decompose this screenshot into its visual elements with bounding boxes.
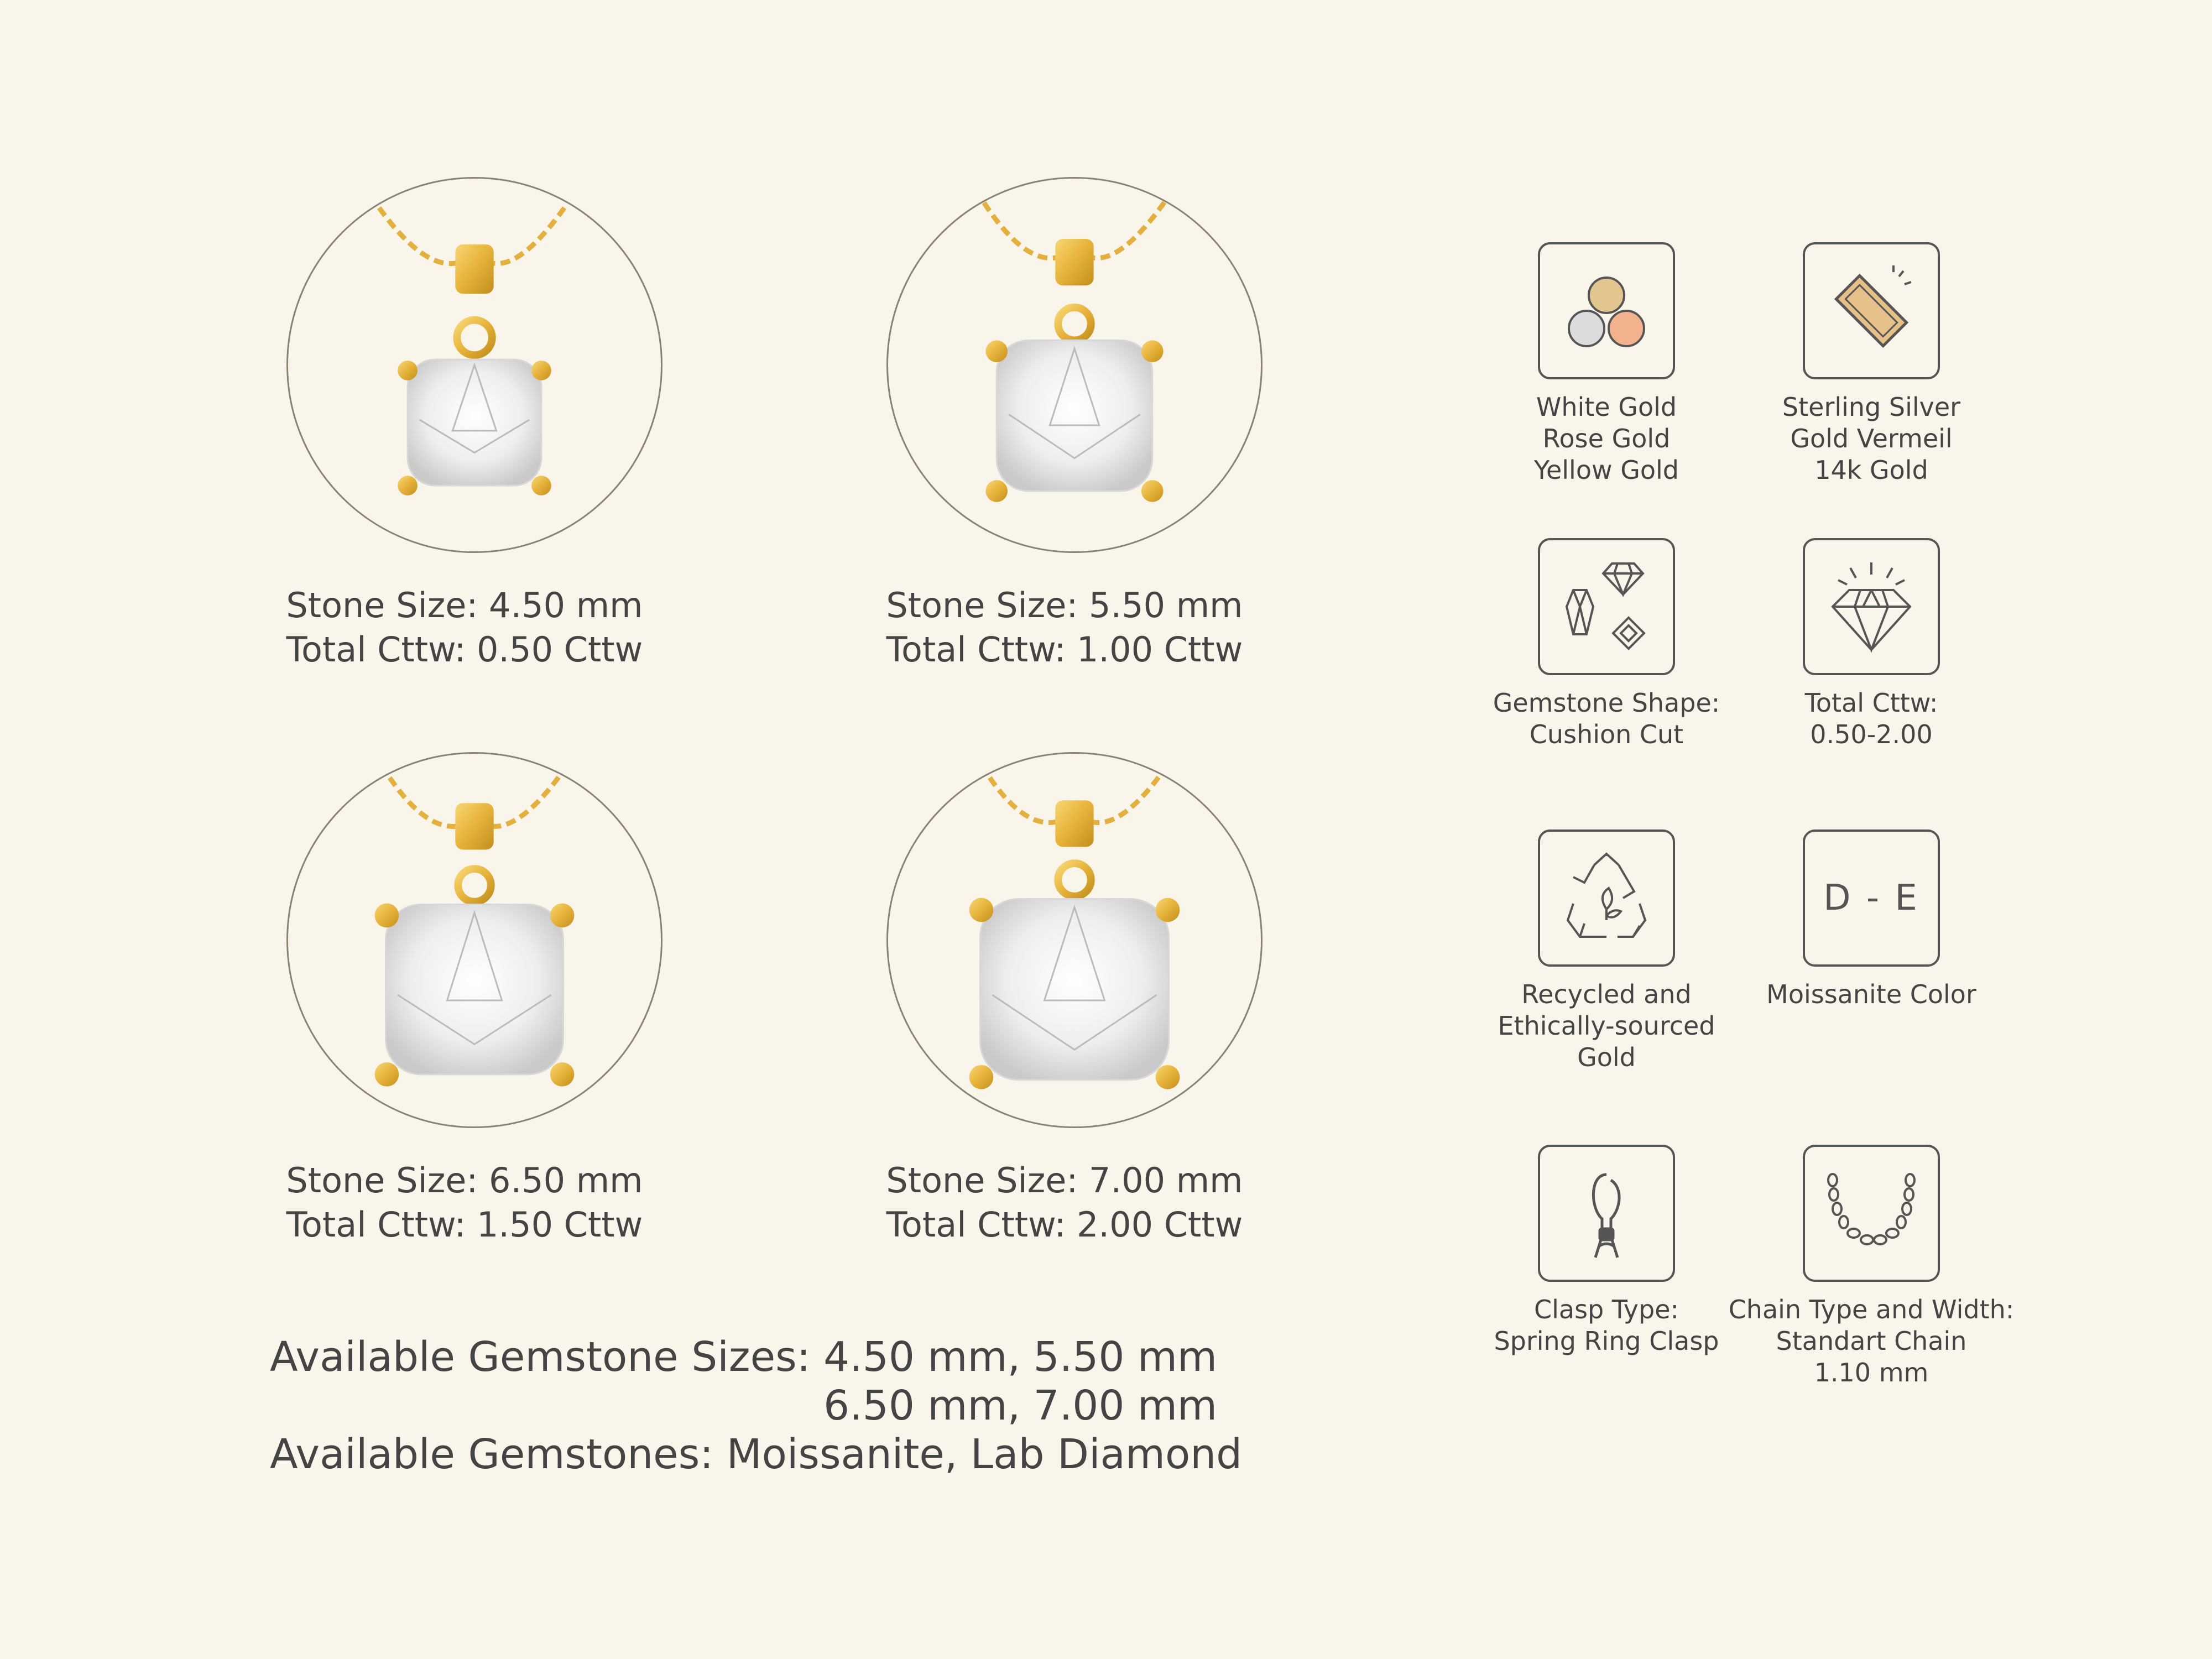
- pendant-image: [288, 179, 661, 551]
- pendant-image: [888, 754, 1261, 1126]
- available-sizes-line2: 6.50 mm, 7.00 mm: [823, 1382, 1218, 1430]
- recycle-icon: [1538, 830, 1675, 967]
- available-gemstones-label: Available Gemstones:: [270, 1431, 714, 1478]
- pendant-image: [888, 179, 1261, 551]
- total-cttw-text: Total Cttw: 1.50 Cttw: [286, 1204, 643, 1245]
- available-sizes-line1: 4.50 mm, 5.50 mm: [823, 1333, 1218, 1381]
- pendant-image-frame: [286, 752, 662, 1128]
- pendant-image-frame: [286, 177, 662, 553]
- pendant-caption: [816, 583, 1313, 672]
- feature-gemstone-shape: [1457, 538, 1756, 750]
- feature-clasp-type: [1457, 1145, 1756, 1357]
- feature-text: Recycled and Ethically-sourced Gold: [1498, 979, 1715, 1072]
- feature-text: Chain Type and Width: Standart Chain 1.10 mm: [1728, 1295, 2015, 1387]
- pendant-image-frame: [886, 752, 1262, 1128]
- feature-metal-colors: [1457, 242, 1756, 486]
- pendant-image: [288, 754, 661, 1126]
- chain-icon: [1803, 1145, 1940, 1282]
- pendant-image-frame: [886, 177, 1262, 553]
- stone-size-text: Stone Size: 6.50 mm: [286, 1160, 643, 1201]
- feature-metal-type: [1722, 242, 2021, 486]
- feature-text: Moissanite Color: [1766, 979, 1976, 1009]
- feature-text: Clasp Type: Spring Ring Clasp: [1494, 1295, 1719, 1356]
- total-cttw-text: Total Cttw: 1.00 Cttw: [886, 629, 1243, 670]
- feature-chain-type: [1722, 1145, 2021, 1389]
- clasp-icon: [1538, 1145, 1675, 1282]
- available-gemstones-row: [270, 1430, 1242, 1479]
- available-sizes-label: Available Gemstone Sizes:: [270, 1333, 811, 1381]
- stone-size-text: Stone Size: 4.50 mm: [286, 585, 643, 625]
- available-sizes-row: [270, 1333, 1242, 1381]
- metal-colors-icon: [1538, 242, 1675, 379]
- stone-size-text: Stone Size: 5.50 mm: [886, 585, 1243, 625]
- feature-text: Total Cttw: 0.50-2.00: [1804, 688, 1938, 749]
- available-gemstones-value: Moissanite, Lab Diamond: [726, 1431, 1243, 1478]
- feature-total-cttw: [1722, 538, 2021, 750]
- total-cttw-text: Total Cttw: 2.00 Cttw: [886, 1204, 1243, 1245]
- feature-moissanite-color: [1722, 830, 2021, 1010]
- gemstone-shapes-icon: [1538, 538, 1675, 675]
- stone-size-text: Stone Size: 7.00 mm: [886, 1160, 1243, 1201]
- feature-text: Sterling Silver Gold Vermeil 14k Gold: [1782, 392, 1961, 485]
- pendant-caption: [216, 1159, 713, 1247]
- pendant-caption: [816, 1159, 1313, 1247]
- pendant-caption: [216, 583, 713, 672]
- color-grade-icon: [1803, 830, 1940, 967]
- metal-bar-icon: [1803, 242, 1940, 379]
- total-cttw-text: Total Cttw: 0.50 Cttw: [286, 629, 643, 670]
- diamond-icon: [1803, 538, 1940, 675]
- availability-info: [270, 1333, 1242, 1479]
- feature-text: White Gold Rose Gold Yellow Gold: [1533, 392, 1679, 485]
- available-sizes-row-2: [270, 1381, 1242, 1430]
- color-grade-badge: D - E: [1823, 878, 1919, 919]
- feature-text: Gemstone Shape: Cushion Cut: [1493, 688, 1720, 749]
- feature-recycled-gold: [1457, 830, 1756, 1073]
